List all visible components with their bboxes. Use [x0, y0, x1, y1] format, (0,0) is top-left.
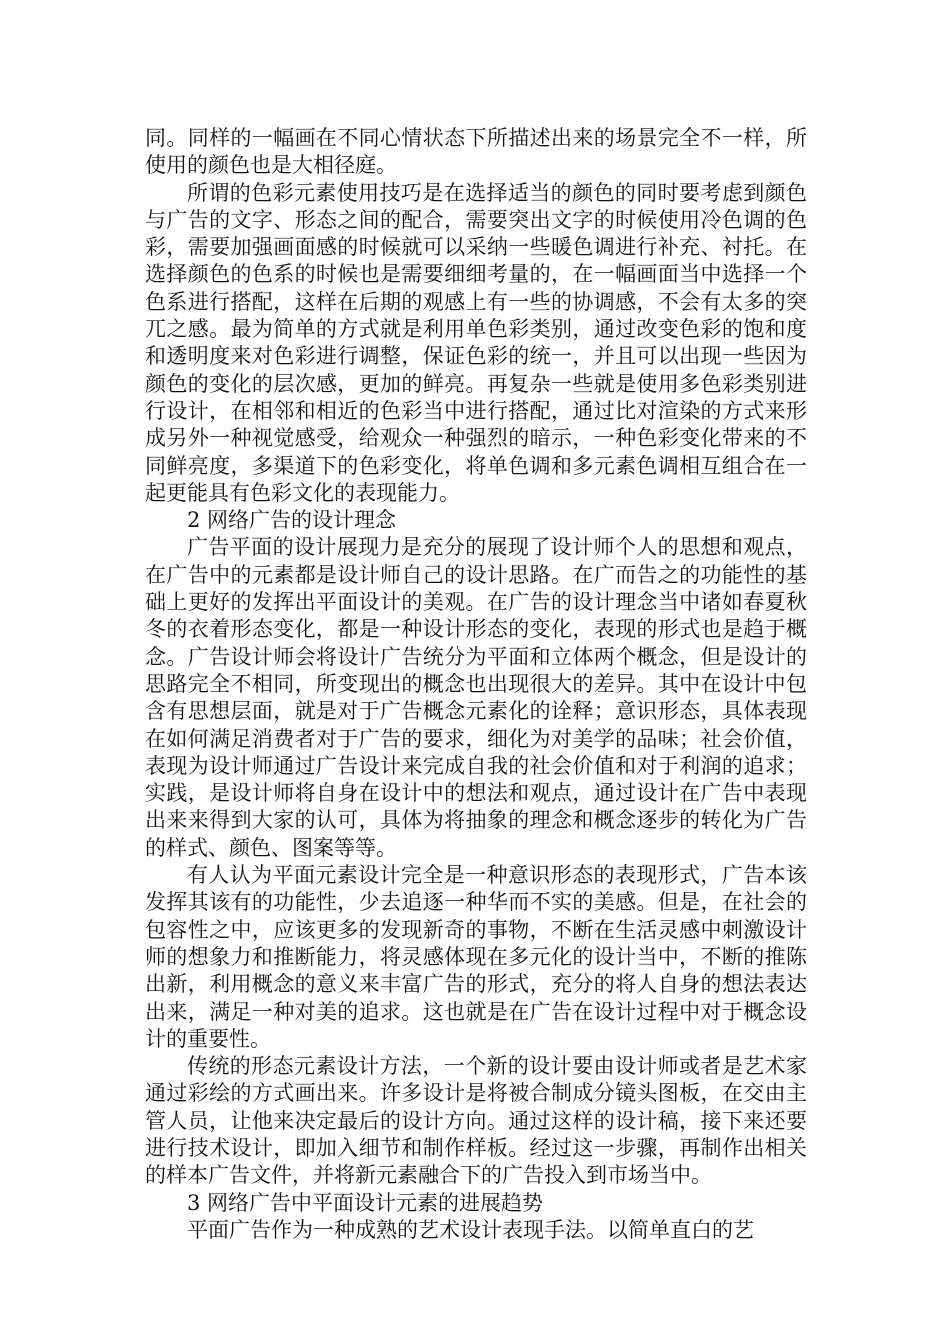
paragraph-traditional-method: 传统的形态元素设计方法，一个新的设计要由设计师或者是艺术家通过彩绘的方式画出来。许多设计是将被合制成分镜头图板，在交由主管人员，让他来决定最后的设计方向。通过这样的设计稿，接下来还要进行技术设计，即加入细节和制作样板。经过这一步骤，再制作出相关的样本广告文件，并将新元素融合下的广告投入到市场当中。 [145, 1054, 807, 1188]
paragraph-design-concept: 广告平面的设计展现力是充分的展现了设计师个人的思想和观点，在广告中的元素都是设计师自己的设计思路。在广而告之的功能性的基础上更好的发挥出平面设计的美观。在广告的设计理念当中诸如春夏秋冬的衣着形态变化，都是一种设计形态的变化，表现的形式也是趋于概念。广告设计师会将设计广告统分为平面和立体两个概念，但是设计的思路完全不相同，所变现出的概念也出现很大的差异。其中在设计中包含有思想层面，就是对于广告概念元素化的诠释；意识形态，具体表现在如何满足消费者对于广告的要求，细化为对美学的品味；社会价值，表现为设计师通过广告设计来完成自我的社会价值和对于利润的追求；实践，是设计师将自身在设计中的想法和观点，通过设计在广告中表现出来来得到大家的认可，具体为将抽象的理念和概念逐步的转化为广告的样式、颜色、图案等等。 [145, 535, 807, 860]
paragraph-trend-intro: 平面广告作为一种成熟的艺术设计表现手法。以简单直白的艺 [187, 1217, 754, 1242]
document-page [145, 125, 807, 1244]
section-heading-2: 2 网络广告的设计理念 [187, 508, 397, 533]
paragraph-continuation: 同。同样的一幅画在不同心情状态下所描述出来的场景完全不一样，所使用的颜色也是大相径庭。 [145, 126, 807, 178]
section-heading-3: 3 网络广告中平面设计元素的进展趋势 [187, 1190, 544, 1215]
paragraph-color-techniques: 所谓的色彩元素使用技巧是在选择适当的颜色的同时要考虑到颜色与广告的文字、形态之间的配合，需要突出文字的时候使用冷色调的色彩，需要加强画面感的时候就可以采纳一些暖色调进行补充、衬托。在选择颜色的色系的时候也是需要细细考量的，在一幅画面当中选择一个色系进行搭配，这样在后期的观感上有一些的协调感，不会有太多的突兀之感。最为简单的方式就是利用单色彩类别，通过改变色彩的饱和度和透明度来对色彩进行调整，保证色彩的统一，并且可以出现一些因为颜色的变化的层次感，更加的鲜亮。再复杂一些就是使用多色彩类别进行设计，在相邻和相近的色彩当中进行搭配，通过比对渲染的方式来形成另外一种视觉感受，给观众一种强烈的暗示，一种色彩变化带来的不同鲜亮度，多渠道下的色彩变化，将单色调和多元素色调相互组合在一起更能具有色彩文化的表现能力。 [145, 180, 807, 505]
paragraph-ideology: 有人认为平面元素设计完全是一种意识形态的表现形式，广告本该发挥其该有的功能性，少去追逐一种华而不实的美感。但是，在社会的包容性之中，应该更多的发现新奇的事物，不断在生活灵感中刺激设计师的想象力和推断能力，将灵感体现在多元化的设计当中，不断的推陈出新，利用概念的意义来丰富广告的形式，充分的将人自身的想法表达出来，满足一种对美的追求。这也就是在广告在设计过程中对于概念设计的重要性。 [145, 863, 807, 1051]
